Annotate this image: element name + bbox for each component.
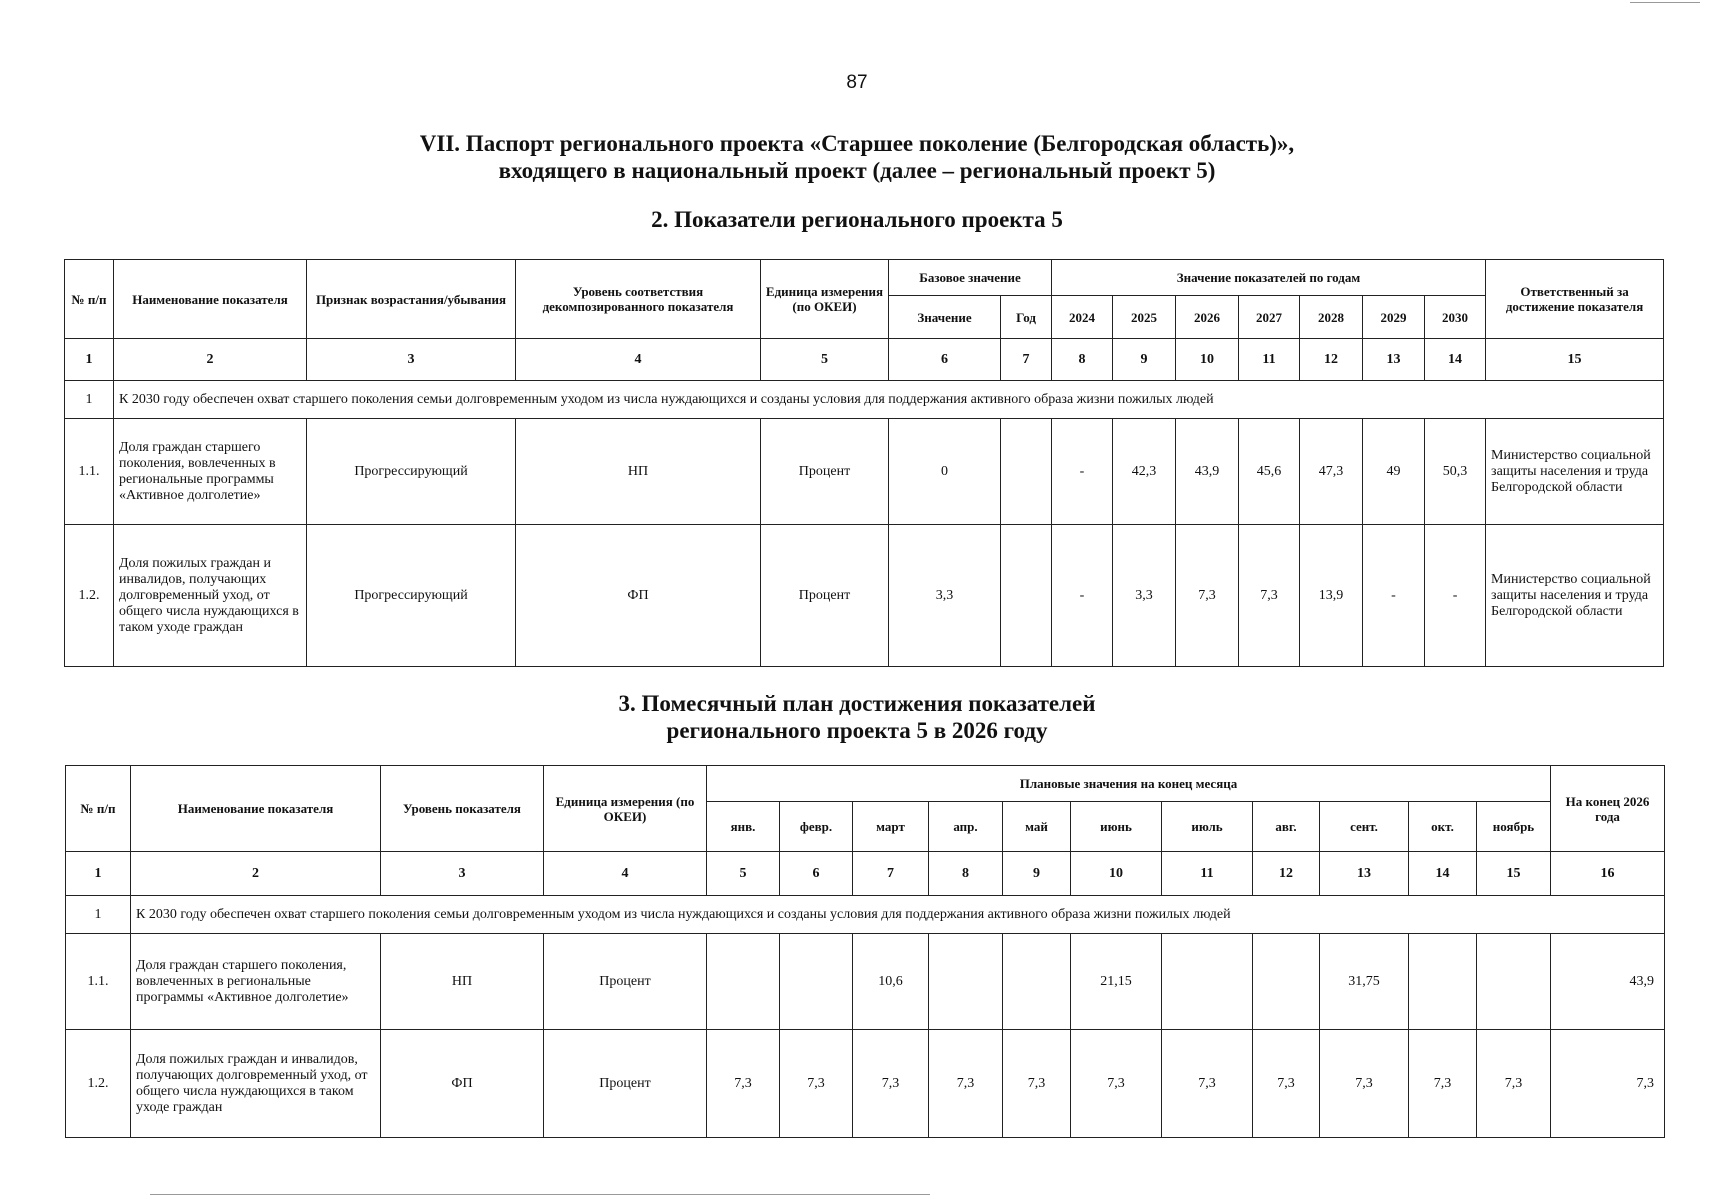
row-year-value: 43,9 xyxy=(1176,419,1239,525)
column-number: 7 xyxy=(1001,339,1052,381)
row-year-value: 7,3 xyxy=(1176,525,1239,667)
column-number: 7 xyxy=(853,852,929,896)
col-header-month: окт. xyxy=(1409,802,1477,852)
row-level: ФП xyxy=(516,525,761,667)
column-number: 12 xyxy=(1253,852,1320,896)
row-year-value: - xyxy=(1425,525,1486,667)
col-header-sign: Признак возрастания/убывания xyxy=(307,260,516,339)
column-number: 8 xyxy=(1052,339,1113,381)
row-num: 1.2. xyxy=(65,525,114,667)
row-month-value: 7,3 xyxy=(780,1030,853,1138)
row-year-value: 42,3 xyxy=(1113,419,1176,525)
row-end-value: 43,9 xyxy=(1551,934,1665,1030)
table-row xyxy=(66,934,1665,1030)
row-month-value: 7,3 xyxy=(1253,1030,1320,1138)
row-level: НП xyxy=(381,934,544,1030)
row-month-value: 7,3 xyxy=(929,1030,1003,1138)
row-month-value xyxy=(1409,934,1477,1030)
row-num: 1.2. xyxy=(66,1030,131,1138)
row-month-value xyxy=(1253,934,1320,1030)
row-num: 1.1. xyxy=(65,419,114,525)
monthly-title-line1: 3. Помесячный план достижения показателей xyxy=(618,691,1096,716)
row-name: Доля граждан старшего поколения, вовлеченных в региональные программы «Активное долголетие» xyxy=(114,419,307,525)
row-month-value xyxy=(780,934,853,1030)
monthly-plan-table xyxy=(65,765,1665,1138)
column-number: 15 xyxy=(1486,339,1664,381)
row-unit: Процент xyxy=(544,1030,707,1138)
row-month-value: 10,6 xyxy=(853,934,929,1030)
col-header-month: сент. xyxy=(1320,802,1409,852)
col-header-unit: Единица измерения (по ОКЕИ) xyxy=(761,260,889,339)
column-number: 3 xyxy=(381,852,544,896)
goal-num: 1 xyxy=(66,896,131,934)
row-month-value: 21,15 xyxy=(1071,934,1162,1030)
row-month-value xyxy=(929,934,1003,1030)
col-header-base-year: Год xyxy=(1001,296,1052,339)
scan-artifact-line xyxy=(150,1194,930,1195)
col-header-month: июнь xyxy=(1071,802,1162,852)
row-month-value xyxy=(1162,934,1253,1030)
col-header-num: № п/п xyxy=(66,766,131,852)
column-numbers-row xyxy=(66,852,1665,896)
column-number: 6 xyxy=(889,339,1001,381)
row-responsible: Министерство социальной защиты населения и труда Белгородской области xyxy=(1486,419,1664,525)
col-header-month: март xyxy=(853,802,929,852)
col-header-base: Базовое значение xyxy=(889,260,1052,296)
col-header-year: 2025 xyxy=(1113,296,1176,339)
col-header-name: Наименование показателя xyxy=(114,260,307,339)
col-header-responsible: Ответственный за достижение показателя xyxy=(1486,260,1664,339)
col-header-level: Уровень соответствия декомпозированного показателя xyxy=(516,260,761,339)
section-title xyxy=(0,130,1714,184)
row-year-value: - xyxy=(1052,525,1113,667)
col-header-month: май xyxy=(1003,802,1071,852)
col-header-months-group: Плановые значения на конец месяца xyxy=(707,766,1551,802)
monthly-title xyxy=(0,690,1714,744)
column-number: 5 xyxy=(761,339,889,381)
col-header-end: На конец 2026 года xyxy=(1551,766,1665,852)
goal-text: К 2030 году обеспечен охват старшего поколения семьи долговременным уходом из числа нуждающихся и созданы условия для поддержания активного образа жизни пожилых людей xyxy=(131,896,1665,934)
column-number: 11 xyxy=(1239,339,1300,381)
page-number: 87 xyxy=(846,72,868,93)
column-number: 14 xyxy=(1409,852,1477,896)
column-numbers-row xyxy=(65,339,1664,381)
column-number: 13 xyxy=(1363,339,1425,381)
column-number: 11 xyxy=(1162,852,1253,896)
col-header-month: янв. xyxy=(707,802,780,852)
col-header-base-value: Значение xyxy=(889,296,1001,339)
col-header-year: 2027 xyxy=(1239,296,1300,339)
column-number: 8 xyxy=(929,852,1003,896)
column-number: 4 xyxy=(544,852,707,896)
col-header-year: 2026 xyxy=(1176,296,1239,339)
row-year-value: 3,3 xyxy=(1113,525,1176,667)
col-header-num: № п/п xyxy=(65,260,114,339)
row-sign: Прогрессирующий xyxy=(307,419,516,525)
col-header-years-group: Значение показателей по годам xyxy=(1052,260,1486,296)
row-year-value: 47,3 xyxy=(1300,419,1363,525)
row-month-value: 7,3 xyxy=(707,1030,780,1138)
row-month-value xyxy=(1477,934,1551,1030)
row-year-value: 49 xyxy=(1363,419,1425,525)
table-row xyxy=(65,525,1664,667)
col-header-year: 2030 xyxy=(1425,296,1486,339)
column-number: 9 xyxy=(1113,339,1176,381)
col-header-year: 2024 xyxy=(1052,296,1113,339)
row-month-value: 7,3 xyxy=(853,1030,929,1138)
row-year-value: 13,9 xyxy=(1300,525,1363,667)
column-number: 10 xyxy=(1071,852,1162,896)
col-header-name: Наименование показателя xyxy=(131,766,381,852)
column-number: 12 xyxy=(1300,339,1363,381)
row-end-value: 7,3 xyxy=(1551,1030,1665,1138)
row-month-value: 7,3 xyxy=(1320,1030,1409,1138)
column-number: 10 xyxy=(1176,339,1239,381)
column-number: 4 xyxy=(516,339,761,381)
goal-row xyxy=(66,896,1665,934)
row-level: НП xyxy=(516,419,761,525)
col-header-year: 2028 xyxy=(1300,296,1363,339)
column-number: 14 xyxy=(1425,339,1486,381)
col-header-month: ноябрь xyxy=(1477,802,1551,852)
row-month-value: 7,3 xyxy=(1477,1030,1551,1138)
row-month-value: 31,75 xyxy=(1320,934,1409,1030)
col-header-level: Уровень показателя xyxy=(381,766,544,852)
row-month-value: 7,3 xyxy=(1162,1030,1253,1138)
column-number: 2 xyxy=(114,339,307,381)
column-number: 3 xyxy=(307,339,516,381)
row-month-value: 7,3 xyxy=(1003,1030,1071,1138)
row-year-value: 7,3 xyxy=(1239,525,1300,667)
column-number: 13 xyxy=(1320,852,1409,896)
col-header-unit: Единица измерения (по ОКЕИ) xyxy=(544,766,707,852)
section-title-line1: VII. Паспорт регионального проекта «Старшее поколение (Белгородская область)», xyxy=(419,131,1295,156)
column-number: 1 xyxy=(66,852,131,896)
row-name: Доля пожилых граждан и инвалидов, получающих долговременный уход, от общего числа нуждающихся в таком уходе граждан xyxy=(131,1030,381,1138)
row-month-value: 7,3 xyxy=(1071,1030,1162,1138)
indicators-table xyxy=(64,259,1664,667)
row-month-value xyxy=(1003,934,1071,1030)
row-year-value: 50,3 xyxy=(1425,419,1486,525)
row-month-value xyxy=(707,934,780,1030)
row-unit: Процент xyxy=(761,419,889,525)
row-level: ФП xyxy=(381,1030,544,1138)
row-name: Доля граждан старшего поколения, вовлеченных в региональные программы «Активное долголетие» xyxy=(131,934,381,1030)
row-year-value: - xyxy=(1052,419,1113,525)
goal-text: К 2030 году обеспечен охват старшего поколения семьи долговременным уходом из числа нуждающихся и созданы условия для поддержания активного образа жизни пожилых людей xyxy=(114,381,1664,419)
row-unit: Процент xyxy=(761,525,889,667)
col-header-month: июль xyxy=(1162,802,1253,852)
row-year-value: 45,6 xyxy=(1239,419,1300,525)
scan-artifact-line xyxy=(1630,2,1700,3)
row-base-value: 3,3 xyxy=(889,525,1001,667)
section-title-line2: входящего в национальный проект (далее – региональный проект 5) xyxy=(498,158,1216,183)
col-header-month: февр. xyxy=(780,802,853,852)
row-base-value: 0 xyxy=(889,419,1001,525)
monthly-title-line2: регионального проекта 5 в 2026 году xyxy=(666,718,1048,743)
indicators-title: 2. Показатели регионального проекта 5 xyxy=(651,207,1063,232)
column-number: 15 xyxy=(1477,852,1551,896)
column-number: 9 xyxy=(1003,852,1071,896)
row-num: 1.1. xyxy=(66,934,131,1030)
row-base-year xyxy=(1001,525,1052,667)
column-number: 6 xyxy=(780,852,853,896)
column-number: 1 xyxy=(65,339,114,381)
goal-num: 1 xyxy=(65,381,114,419)
row-base-year xyxy=(1001,419,1052,525)
row-sign: Прогрессирующий xyxy=(307,525,516,667)
column-number: 2 xyxy=(131,852,381,896)
col-header-year: 2029 xyxy=(1363,296,1425,339)
row-name: Доля пожилых граждан и инвалидов, получающих долговременный уход, от общего числа нуждающихся в таком уходе граждан xyxy=(114,525,307,667)
table-row xyxy=(65,419,1664,525)
column-number: 16 xyxy=(1551,852,1665,896)
col-header-month: апр. xyxy=(929,802,1003,852)
row-month-value: 7,3 xyxy=(1409,1030,1477,1138)
col-header-month: авг. xyxy=(1253,802,1320,852)
goal-row xyxy=(65,381,1664,419)
table-row xyxy=(66,1030,1665,1138)
row-responsible: Министерство социальной защиты населения и труда Белгородской области xyxy=(1486,525,1664,667)
row-unit: Процент xyxy=(544,934,707,1030)
column-number: 5 xyxy=(707,852,780,896)
row-year-value: - xyxy=(1363,525,1425,667)
